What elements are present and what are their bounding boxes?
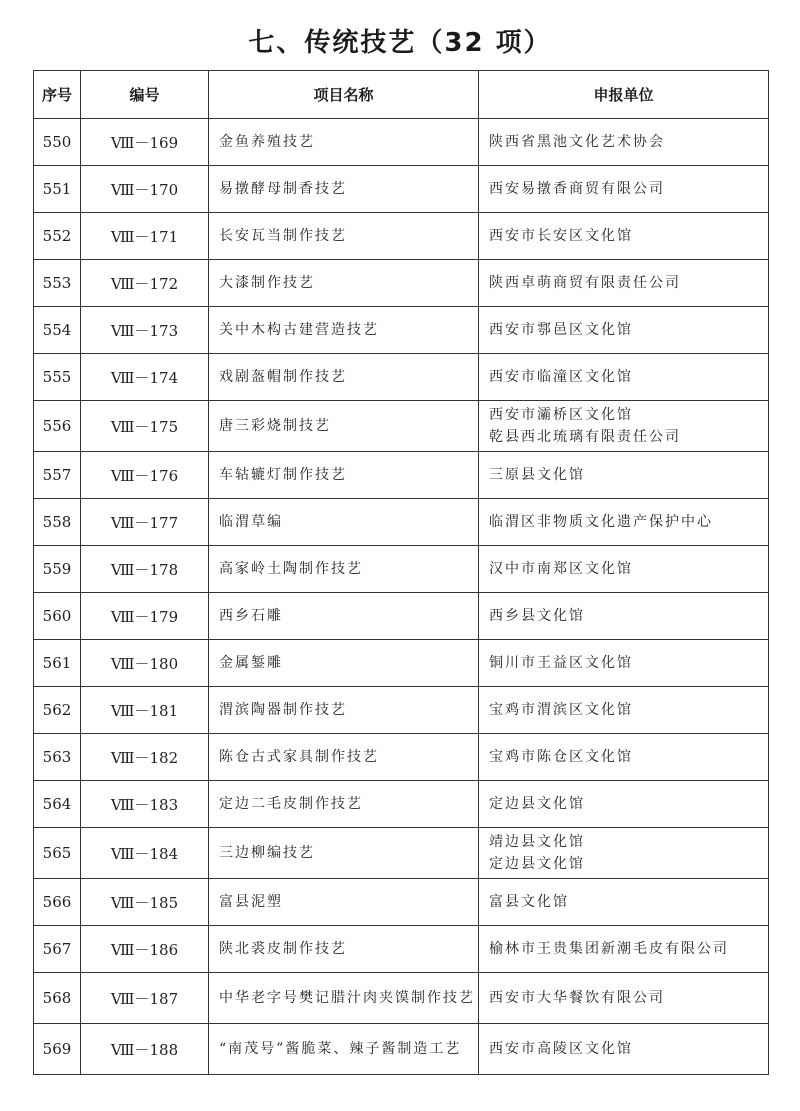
table-row: [34, 593, 769, 640]
cell-seq: 566: [34, 879, 81, 926]
cell-name: 大漆制作技艺: [209, 260, 479, 307]
unit-line: 定边县文化馆: [489, 856, 585, 872]
unit-line: 西安市长安区文化馆: [489, 228, 633, 244]
header-unit: 申报单位: [479, 71, 769, 119]
cell-seq: 557: [34, 452, 81, 499]
unit-line: 铜川市王益区文化馆: [489, 655, 633, 671]
unit-line: 汉中市南郑区文化馆: [489, 561, 633, 577]
cell-name: 唐三彩烧制技艺: [209, 401, 479, 452]
unit-line: 宝鸡市陈仓区文化馆: [489, 749, 633, 765]
cell-code: Ⅷ－173: [81, 307, 209, 354]
cell-seq: 553: [34, 260, 81, 307]
cell-unit: [479, 546, 769, 593]
cell-name: 三边柳编技艺: [209, 828, 479, 879]
cell-unit: [479, 879, 769, 926]
cell-seq: 564: [34, 781, 81, 828]
cell-unit: [479, 734, 769, 781]
cell-seq: 569: [34, 1024, 81, 1075]
cell-unit: [479, 499, 769, 546]
cell-name: 戏剧盔帽制作技艺: [209, 354, 479, 401]
cell-seq: 567: [34, 926, 81, 973]
table-body: [34, 119, 769, 1075]
cell-seq: 563: [34, 734, 81, 781]
cell-name: 金鱼养殖技艺: [209, 119, 479, 166]
cell-seq: 559: [34, 546, 81, 593]
unit-line: 西安市灞桥区文化馆: [489, 407, 633, 423]
cell-name: 定边二毛皮制作技艺: [209, 781, 479, 828]
table-row: [34, 640, 769, 687]
cell-code: Ⅷ－180: [81, 640, 209, 687]
cell-code: Ⅷ－181: [81, 687, 209, 734]
cell-code: Ⅷ－185: [81, 879, 209, 926]
cell-name: 长安瓦当制作技艺: [209, 213, 479, 260]
unit-line: 富县文化馆: [489, 894, 569, 910]
table-row: [34, 781, 769, 828]
unit-line: 靖边县文化馆: [489, 834, 585, 850]
cell-unit: [479, 354, 769, 401]
header-code: 编号: [81, 71, 209, 119]
cell-code: Ⅷ－172: [81, 260, 209, 307]
cell-name: 金属錾雕: [209, 640, 479, 687]
cell-name: 车轱辘灯制作技艺: [209, 452, 479, 499]
cell-code: Ⅷ－176: [81, 452, 209, 499]
cell-name: 关中木构古建营造技艺: [209, 307, 479, 354]
cell-code: Ⅷ－187: [81, 973, 209, 1024]
header-name: 项目名称: [209, 71, 479, 119]
cell-seq: 565: [34, 828, 81, 879]
cell-name: 陕北裘皮制作技艺: [209, 926, 479, 973]
cell-code: Ⅷ－186: [81, 926, 209, 973]
table-row: [34, 546, 769, 593]
unit-line: 榆林市王贵集团新潮毛皮有限公司: [489, 941, 729, 957]
table-row: [34, 687, 769, 734]
unit-line: 西安市高陵区文化馆: [489, 1041, 633, 1057]
page-title: 七、传统技艺（32 项）: [248, 28, 552, 58]
cell-name: 易撴酵母制香技艺: [209, 166, 479, 213]
cell-unit: [479, 828, 769, 879]
cell-seq: 551: [34, 166, 81, 213]
cell-code: Ⅷ－178: [81, 546, 209, 593]
unit-line: 西安市临潼区文化馆: [489, 369, 633, 385]
cell-seq: 558: [34, 499, 81, 546]
cell-code: Ⅷ－171: [81, 213, 209, 260]
cell-code: Ⅷ－179: [81, 593, 209, 640]
table-row: [34, 879, 769, 926]
table-row: [34, 260, 769, 307]
cell-unit: [479, 213, 769, 260]
cell-seq: 561: [34, 640, 81, 687]
table-row: [34, 213, 769, 260]
cell-code: Ⅷ－169: [81, 119, 209, 166]
unit-line: 定边县文化馆: [489, 796, 585, 812]
cell-unit: [479, 973, 769, 1024]
table-row: [34, 499, 769, 546]
cell-seq: 552: [34, 213, 81, 260]
cell-seq: 556: [34, 401, 81, 452]
table-row: [34, 307, 769, 354]
header-row: [34, 71, 769, 119]
cell-name: 陈仓古式家具制作技艺: [209, 734, 479, 781]
cell-name: 渭滨陶器制作技艺: [209, 687, 479, 734]
cell-seq: 554: [34, 307, 81, 354]
table-row: [34, 734, 769, 781]
unit-line: 西安市大华餐饮有限公司: [489, 990, 665, 1006]
unit-line: 西安市鄠邑区文化馆: [489, 322, 633, 338]
table-row: [34, 926, 769, 973]
cell-unit: [479, 640, 769, 687]
unit-line: 西乡县文化馆: [489, 608, 585, 624]
cell-name: 临渭草编: [209, 499, 479, 546]
cell-unit: [479, 119, 769, 166]
cell-name: “南茂号”酱脆菜、辣子酱制造工艺: [209, 1024, 479, 1075]
cell-code: Ⅷ－188: [81, 1024, 209, 1075]
cell-code: Ⅷ－174: [81, 354, 209, 401]
cell-unit: [479, 593, 769, 640]
table-row: [34, 401, 769, 452]
cell-seq: 555: [34, 354, 81, 401]
table-row: [34, 166, 769, 213]
cell-seq: 568: [34, 973, 81, 1024]
cell-seq: 562: [34, 687, 81, 734]
cell-unit: [479, 260, 769, 307]
cell-seq: 560: [34, 593, 81, 640]
cell-unit: [479, 687, 769, 734]
table-row: [34, 828, 769, 879]
cell-name: 富县泥塑: [209, 879, 479, 926]
cell-code: Ⅷ－177: [81, 499, 209, 546]
cell-unit: [479, 781, 769, 828]
unit-line: 陕西卓萌商贸有限责任公司: [489, 275, 681, 291]
table-row: [34, 973, 769, 1024]
unit-line: 陕西省黑池文化艺术协会: [489, 134, 665, 150]
unit-line: 三原县文化馆: [489, 467, 585, 483]
cell-name: 中华老字号樊记腊汁肉夹馍制作技艺: [209, 973, 479, 1024]
cell-name: 西乡石雕: [209, 593, 479, 640]
cell-unit: [479, 401, 769, 452]
cell-code: Ⅷ－183: [81, 781, 209, 828]
table-row: [34, 1024, 769, 1075]
cell-unit: [479, 926, 769, 973]
unit-line: 西安易撴香商贸有限公司: [489, 181, 665, 197]
cell-code: Ⅷ－170: [81, 166, 209, 213]
header-seq: 序号: [34, 71, 81, 119]
table-row: [34, 119, 769, 166]
unit-line: 临渭区非物质文化遗产保护中心: [489, 514, 713, 530]
cell-name: 高家岭土陶制作技艺: [209, 546, 479, 593]
cell-unit: [479, 1024, 769, 1075]
table-row: [34, 452, 769, 499]
cell-seq: 550: [34, 119, 81, 166]
unit-line: 宝鸡市渭滨区文化馆: [489, 702, 633, 718]
cell-unit: [479, 452, 769, 499]
cell-code: Ⅷ－175: [81, 401, 209, 452]
table-row: [34, 354, 769, 401]
cell-unit: [479, 166, 769, 213]
unit-line: 乾县西北琉璃有限责任公司: [489, 429, 681, 445]
cell-code: Ⅷ－182: [81, 734, 209, 781]
cell-unit: [479, 307, 769, 354]
cell-code: Ⅷ－184: [81, 828, 209, 879]
heritage-table: [33, 70, 769, 1075]
